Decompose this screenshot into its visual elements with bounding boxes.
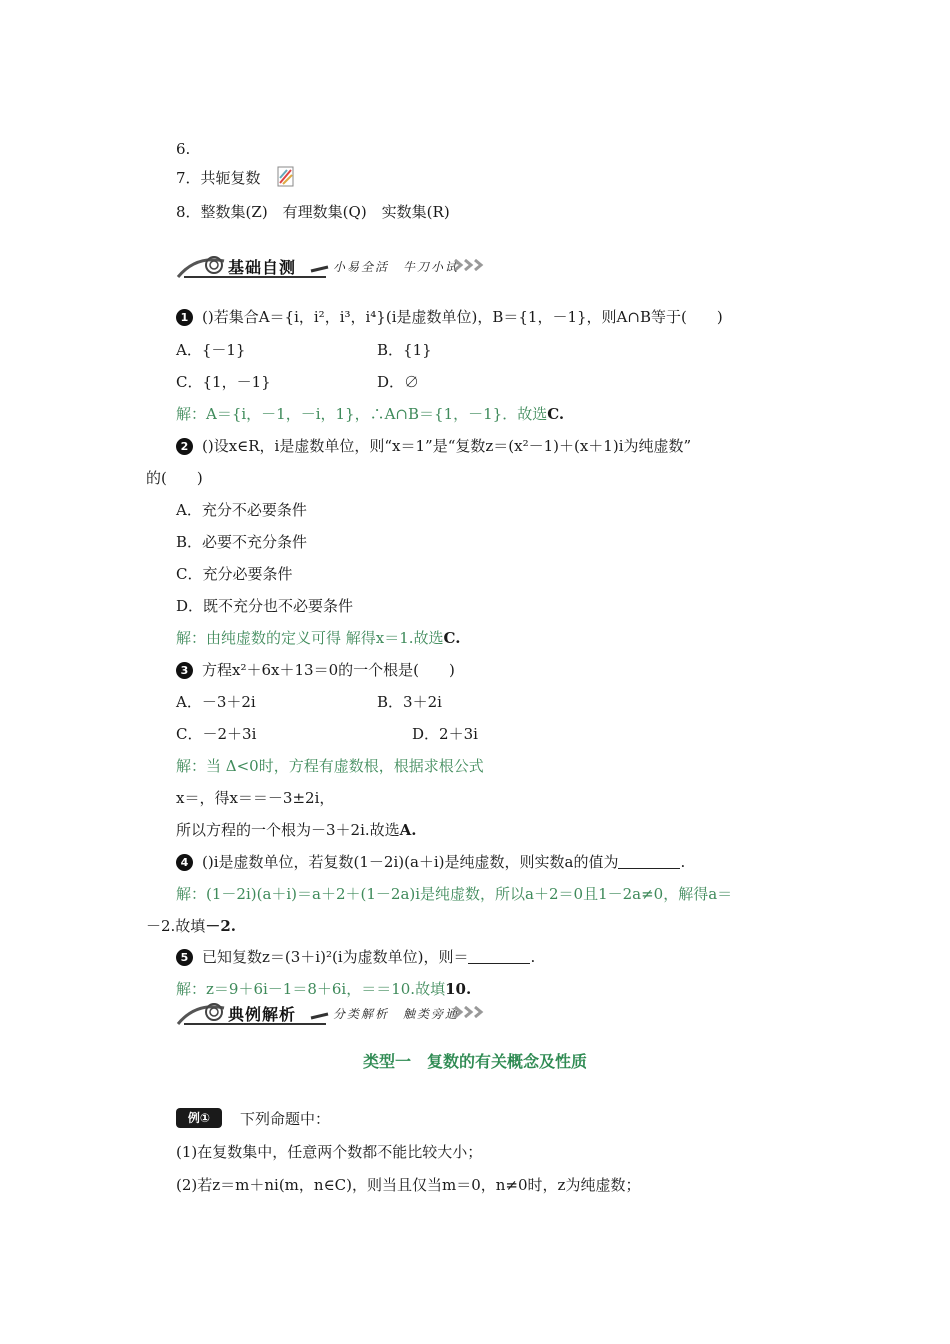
choice-b: B．必要不充分条件 [176,533,308,551]
example-1 [176,1108,330,1129]
question-number-badge: 4 [176,854,193,871]
question-stem: ()i是虚数单位，若复数(1－2i)(a＋i)是纯虚数，则实数a的值为 [202,853,619,871]
solution-3-line-3 [176,820,417,840]
solution-5 [176,979,471,999]
question-stem: ()若集合A＝{i，i²，i³，i⁴}(i是虚数单位)，B＝{1，－1}，则A∩B等于( ) [202,308,723,326]
chevrons-right-icon [453,259,493,271]
example-badge: 例① [176,1108,222,1128]
choice-a: A．－3＋2i [176,693,256,711]
example-intro: 下列命题中： [240,1110,331,1128]
banner-subtitle: 分类解析 触类旁通 [333,1007,460,1021]
question-number-badge: 1 [176,309,193,326]
stem-end: . [530,948,536,966]
choices-row-1 [176,340,576,360]
solution-3-line-2: x＝，得x＝＝－3±2i， [176,789,335,807]
choice-d: D．∅ [377,373,420,391]
choices-row-2 [176,724,576,744]
question-stem: ()设x∈R，i是虚数单位，则“x＝1”是“复数z＝(x²－1)＋(x＋1)i为纯虚数” [202,437,692,455]
example-proposition-1: (1)在复数集中，任意两个数都不能比较大小； [176,1143,483,1161]
question-4 [176,852,685,872]
question-number-badge: 2 [176,438,193,455]
section-banner-basic-test [176,253,506,279]
solution-text: 所以方程的一个根为－3＋2i.故选 [176,821,400,839]
answer-blank [468,949,530,964]
choice-c: C．－2＋3i [176,725,257,743]
solution-text: 解：由纯虚数的定义可得 解得x＝1.故选 [176,629,444,647]
question-2 [176,436,691,456]
choice-c: C．{1，－1} [176,373,271,391]
answer-8: 8．整数集(Z) 有理数集(Q) 实数集(R) [176,203,450,221]
solution-fill: －2. [205,917,236,935]
solution-text: 解：z＝9＋6i－1＝8＋6i，＝＝10.故填 [176,980,446,998]
solution-4-line-2 [146,916,236,936]
banner-title: 典例解析 [228,1005,297,1024]
section-title: 类型一 复数的有关概念及性质 [362,1052,587,1071]
choice-c: C．充分必要条件 [176,565,293,583]
choice-d: D．2＋3i [412,725,478,743]
choices-row-1 [176,692,576,712]
question-number-badge: 5 [176,949,193,966]
question-2-continued: 的( ) [146,469,203,487]
choices-row-2 [176,372,576,392]
answer-blank [618,854,680,869]
question-1 [176,307,723,327]
example-proposition-2: (2)若z＝m＋ni(m，n∈C)，则当且仅当m＝0，n≠0时，z为纯虚数； [176,1176,641,1194]
solution-text: －2.故填 [146,917,206,935]
solution-2 [176,628,460,648]
solution-fill: 10. [445,980,472,998]
answer-7-text: 7．共轭复数 [176,169,261,187]
banner-subtitle: 小易全活 牛刀小试 [333,260,460,274]
section-banner-examples [176,1000,506,1026]
question-stem: 已知复数z＝(3＋i)²(i为虚数单位)，则＝ [202,948,469,966]
choice-b: B．3＋2i [377,693,442,711]
choice-a: A．{－1} [176,341,246,359]
chevrons-right-icon [453,1006,493,1018]
solution-choice: C. [547,405,565,423]
solution-3-line-1: 解：当 Δ<0时，方程有虚数根，根据求根公式 [176,757,484,775]
solution-1 [176,404,564,424]
choice-d: D．既不充分也不必要条件 [176,597,354,615]
solution-text: 解：A＝{i，－1，－i，1}，∴A∩B＝{1，－1}．故选 [176,405,548,423]
choice-a: A．充分不必要条件 [176,501,307,519]
stem-end: . [680,853,686,871]
answer-7 [176,166,295,193]
question-number-badge: 3 [176,662,193,679]
question-3 [176,660,455,680]
choice-b: B．{1} [377,341,432,359]
answer-6: 6. [176,140,191,158]
question-stem: 方程x²＋6x＋13＝0的一个根是( ) [202,661,455,679]
question-5 [176,947,535,967]
solution-4-line-1: 解：(1－2i)(a＋i)＝a＋2＋(1－2a)i是纯虚数，所以a＋2＝0且1－2a≠0，解得a＝ [176,885,733,903]
formula-image-icon [277,166,295,193]
solution-choice: A. [399,821,417,839]
banner-title: 基础自测 [228,258,297,277]
solution-choice: C. [443,629,461,647]
